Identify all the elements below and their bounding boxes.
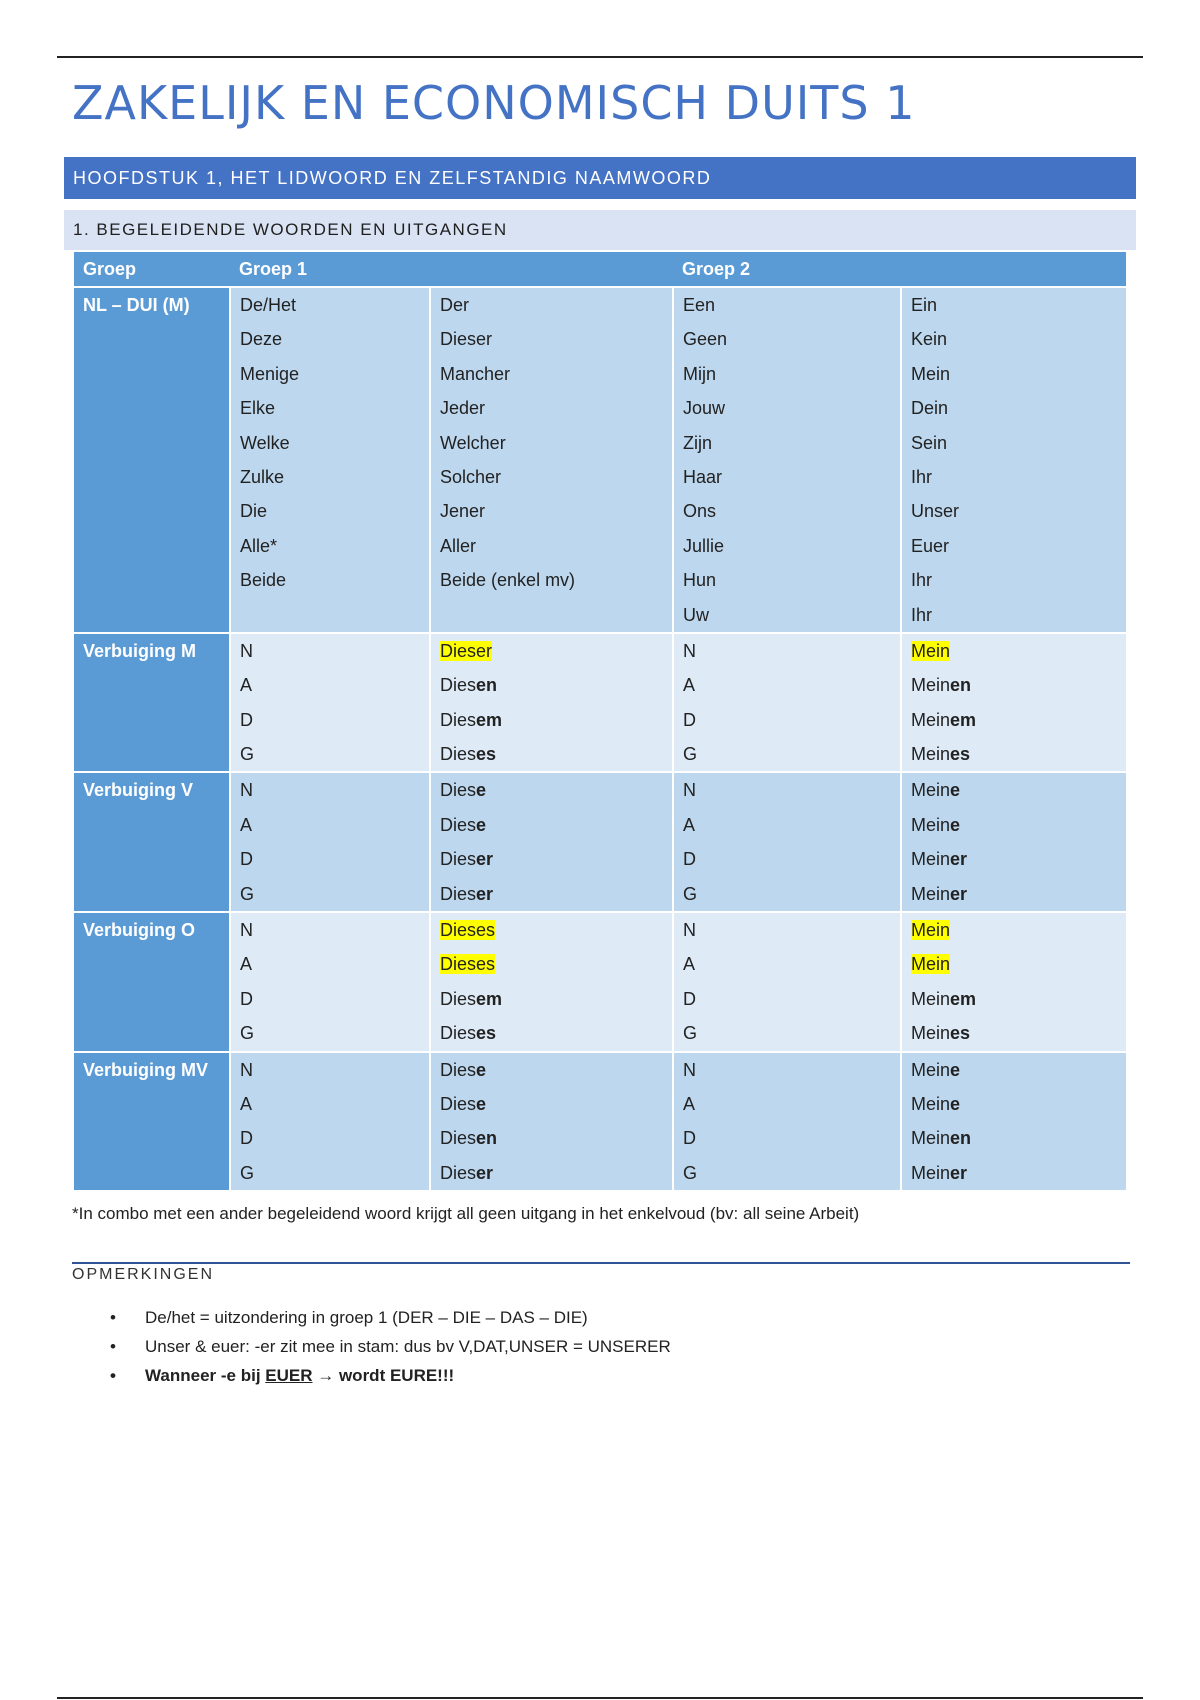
word-stem: Dies bbox=[440, 988, 477, 1009]
case-cell: A bbox=[230, 1087, 430, 1121]
word-stem: Mein bbox=[911, 640, 951, 661]
case-cell: G bbox=[230, 877, 430, 912]
case-cell: G bbox=[673, 737, 901, 772]
word-ending: es bbox=[476, 744, 497, 765]
table-cell bbox=[430, 598, 673, 633]
table-cell: Ihr bbox=[901, 598, 1126, 633]
heading-1: HOOFDSTUK 1, HET LIDWOORD EN ZELFSTANDIG NAAMWOORD bbox=[64, 157, 1136, 199]
table-cell: Unser bbox=[901, 494, 1126, 528]
bullet-icon: • bbox=[110, 1337, 116, 1356]
declension-table bbox=[74, 252, 1126, 1192]
bullet-icon: • bbox=[110, 1308, 116, 1327]
word-stem: Mein bbox=[911, 988, 951, 1009]
word-ending: es bbox=[950, 1023, 971, 1044]
word-ending: er bbox=[476, 849, 494, 870]
word-ending: en bbox=[476, 1128, 498, 1149]
word-ending: er bbox=[950, 1162, 968, 1183]
word-cell bbox=[430, 912, 673, 947]
word-ending: em bbox=[476, 988, 503, 1009]
word-cell bbox=[901, 772, 1126, 807]
word-ending: es bbox=[476, 954, 496, 975]
word-stem: Dies bbox=[440, 1093, 477, 1114]
case-cell: N bbox=[230, 912, 430, 947]
word-stem: Mein bbox=[911, 1023, 951, 1044]
word bbox=[911, 1060, 960, 1080]
word-ending: em bbox=[950, 709, 977, 730]
case-cell: D bbox=[230, 1121, 430, 1155]
table-row bbox=[74, 1016, 1126, 1051]
word-cell bbox=[430, 772, 673, 807]
case-cell: N bbox=[673, 912, 901, 947]
word-cell bbox=[901, 912, 1126, 947]
table-row bbox=[74, 460, 1126, 494]
word bbox=[911, 1163, 967, 1183]
word-stem: Mein bbox=[911, 1093, 951, 1114]
case-cell: G bbox=[673, 877, 901, 912]
word-cell bbox=[901, 1052, 1126, 1087]
word bbox=[440, 1060, 486, 1080]
table-cell: Beide bbox=[230, 563, 430, 597]
word-cell bbox=[430, 737, 673, 772]
word-cell bbox=[901, 877, 1126, 912]
table-row bbox=[74, 426, 1126, 460]
case-cell: A bbox=[673, 808, 901, 842]
list-item-text: Unser & euer: -er zit mee in stam: dus bv V,DAT,UNSER = UNSERER bbox=[145, 1337, 671, 1356]
table-row bbox=[74, 1121, 1126, 1155]
word bbox=[911, 1023, 970, 1043]
word-cell bbox=[901, 633, 1126, 668]
word-stem: Dies bbox=[440, 709, 477, 730]
word-cell bbox=[430, 947, 673, 981]
list-item-underlined: EUER bbox=[265, 1366, 313, 1385]
case-cell: A bbox=[673, 947, 901, 981]
word-cell bbox=[901, 668, 1126, 702]
table-cell: Deze bbox=[230, 322, 430, 356]
case-cell: D bbox=[673, 703, 901, 737]
word bbox=[440, 1163, 493, 1183]
table-cell: De/Het bbox=[230, 287, 430, 322]
word-ending: er bbox=[476, 1162, 494, 1183]
case-cell: A bbox=[230, 947, 430, 981]
case-cell: N bbox=[673, 633, 901, 668]
table-cell: Der bbox=[430, 287, 673, 322]
word-cell bbox=[430, 703, 673, 737]
word-ending: e bbox=[476, 780, 487, 801]
word bbox=[911, 989, 976, 1009]
group-label-m: Verbuiging M bbox=[74, 633, 230, 773]
word bbox=[911, 1128, 971, 1148]
word bbox=[440, 884, 493, 904]
table-header-row bbox=[74, 252, 1126, 287]
word bbox=[440, 1128, 497, 1148]
word-ending: es bbox=[476, 1023, 497, 1044]
table-row bbox=[74, 357, 1126, 391]
word-cell bbox=[901, 1087, 1126, 1121]
word-ending: e bbox=[476, 1059, 487, 1080]
word-ending: en bbox=[476, 675, 498, 696]
word-cell bbox=[430, 842, 673, 876]
word-stem: Dies bbox=[440, 920, 477, 941]
word-stem: Mein bbox=[911, 814, 951, 835]
table-cell: Ihr bbox=[901, 460, 1126, 494]
word-cell bbox=[430, 877, 673, 912]
bullet-icon: • bbox=[110, 1366, 116, 1385]
case-cell: N bbox=[230, 772, 430, 807]
word-stem: Dies bbox=[440, 814, 477, 835]
case-cell: N bbox=[230, 1052, 430, 1087]
word-stem: Mein bbox=[911, 744, 951, 765]
word-ending: e bbox=[950, 780, 961, 801]
case-cell: G bbox=[673, 1156, 901, 1191]
word-ending: em bbox=[476, 709, 503, 730]
word bbox=[911, 954, 950, 974]
table-cell: Ons bbox=[673, 494, 901, 528]
word bbox=[911, 884, 967, 904]
table-row bbox=[74, 1087, 1126, 1121]
table-cell: Alle* bbox=[230, 529, 430, 563]
table-row bbox=[74, 598, 1126, 633]
word bbox=[440, 1094, 486, 1114]
table-row bbox=[74, 1052, 1126, 1087]
word-stem: Mein bbox=[911, 675, 951, 696]
group-label-nl-dui: NL – DUI (M) bbox=[74, 287, 230, 633]
word-cell bbox=[430, 633, 673, 668]
word-stem: Dies bbox=[440, 640, 477, 661]
word bbox=[911, 710, 976, 730]
case-cell: N bbox=[230, 633, 430, 668]
group-label-o: Verbuiging O bbox=[74, 912, 230, 1052]
word-stem: Mein bbox=[911, 920, 951, 941]
word-cell bbox=[901, 1016, 1126, 1051]
table-row bbox=[74, 842, 1126, 876]
opmerkingen-list bbox=[100, 1303, 671, 1390]
word-cell bbox=[901, 703, 1126, 737]
list-item bbox=[100, 1361, 671, 1390]
top-rule bbox=[57, 56, 1143, 58]
table-cell: Uw bbox=[673, 598, 901, 633]
word-cell bbox=[430, 982, 673, 1016]
word bbox=[911, 920, 950, 940]
word-ending: e bbox=[950, 1093, 961, 1114]
word-ending: es bbox=[950, 744, 971, 765]
word bbox=[440, 849, 493, 869]
table-row bbox=[74, 322, 1126, 356]
table-cell: Ein bbox=[901, 287, 1126, 322]
word-cell bbox=[901, 947, 1126, 981]
case-cell: A bbox=[230, 668, 430, 702]
word-ending: er bbox=[476, 883, 494, 904]
table-cell: Een bbox=[673, 287, 901, 322]
table-row bbox=[74, 1156, 1126, 1191]
table-row bbox=[74, 633, 1126, 668]
word-cell bbox=[430, 668, 673, 702]
table-row bbox=[74, 982, 1126, 1016]
heading-2: 1. BEGELEIDENDE WOORDEN EN UITGANGEN bbox=[64, 210, 1136, 250]
word bbox=[911, 641, 950, 661]
word bbox=[440, 920, 495, 940]
list-item-text: De/het = uitzondering in groep 1 (DER – DIE – DAS – DIE) bbox=[145, 1308, 588, 1327]
word-ending: en bbox=[950, 1128, 972, 1149]
table-cell: Hun bbox=[673, 563, 901, 597]
case-cell: D bbox=[230, 842, 430, 876]
case-cell: G bbox=[230, 737, 430, 772]
table-cell: Elke bbox=[230, 391, 430, 425]
word bbox=[440, 780, 486, 800]
word-ending: em bbox=[950, 988, 977, 1009]
table-cell: Solcher bbox=[430, 460, 673, 494]
word-cell bbox=[430, 1052, 673, 1087]
word-stem: Dies bbox=[440, 780, 477, 801]
table-cell: Jouw bbox=[673, 391, 901, 425]
word-cell bbox=[430, 1156, 673, 1191]
word bbox=[440, 1023, 496, 1043]
table-cell: Jeder bbox=[430, 391, 673, 425]
word-stem: Mein bbox=[911, 780, 951, 801]
table-cell: Geen bbox=[673, 322, 901, 356]
table-cell: Ihr bbox=[901, 563, 1126, 597]
table-body bbox=[74, 287, 1126, 1191]
table-row bbox=[74, 772, 1126, 807]
header-groep-2: Groep 2 bbox=[673, 252, 1126, 287]
table-cell: Euer bbox=[901, 529, 1126, 563]
word-stem: Mein bbox=[911, 849, 951, 870]
table-cell: Dieser bbox=[430, 322, 673, 356]
table-row bbox=[74, 668, 1126, 702]
table-row bbox=[74, 391, 1126, 425]
word-ending: es bbox=[476, 920, 496, 941]
word-stem: Mein bbox=[911, 1162, 951, 1183]
group-label-v: Verbuiging V bbox=[74, 772, 230, 912]
word-ending: en bbox=[950, 675, 972, 696]
list-item-text-after: → wordt EURE!!! bbox=[312, 1366, 455, 1385]
table-row bbox=[74, 287, 1126, 322]
table-row bbox=[74, 877, 1126, 912]
word-ending: e bbox=[950, 1059, 961, 1080]
word bbox=[440, 989, 502, 1009]
word-ending: e bbox=[950, 814, 961, 835]
word bbox=[911, 744, 970, 764]
word-ending: er bbox=[950, 849, 968, 870]
word bbox=[911, 815, 960, 835]
case-cell: A bbox=[230, 808, 430, 842]
case-cell: D bbox=[673, 842, 901, 876]
header-groep: Groep bbox=[74, 252, 230, 287]
word-stem: Dies bbox=[440, 883, 477, 904]
word-stem: Dies bbox=[440, 675, 477, 696]
opmerkingen-rule bbox=[72, 1262, 1130, 1264]
word bbox=[911, 675, 971, 695]
table-cell: Menige bbox=[230, 357, 430, 391]
word-stem: Dies bbox=[440, 1162, 477, 1183]
word-cell bbox=[901, 808, 1126, 842]
word-cell bbox=[430, 1016, 673, 1051]
list-item bbox=[100, 1303, 671, 1332]
word-ending: er bbox=[950, 883, 968, 904]
case-cell: G bbox=[230, 1016, 430, 1051]
bottom-rule bbox=[57, 1697, 1143, 1699]
word-cell bbox=[430, 808, 673, 842]
word bbox=[440, 710, 502, 730]
case-cell: G bbox=[230, 1156, 430, 1191]
word-cell bbox=[430, 1121, 673, 1155]
word-stem: Mein bbox=[911, 883, 951, 904]
table-row bbox=[74, 947, 1126, 981]
table-row bbox=[74, 529, 1126, 563]
word-stem: Dies bbox=[440, 954, 477, 975]
table-cell bbox=[230, 598, 430, 633]
word bbox=[911, 849, 967, 869]
word-cell bbox=[901, 842, 1126, 876]
word-stem: Dies bbox=[440, 1128, 477, 1149]
word bbox=[440, 815, 486, 835]
word-stem: Dies bbox=[440, 1023, 477, 1044]
word-stem: Mein bbox=[911, 709, 951, 730]
word-cell bbox=[901, 737, 1126, 772]
word bbox=[440, 641, 492, 661]
case-cell: N bbox=[673, 1052, 901, 1087]
group-label-mv: Verbuiging MV bbox=[74, 1052, 230, 1192]
word-stem: Mein bbox=[911, 1059, 951, 1080]
table-cell: Kein bbox=[901, 322, 1126, 356]
table-cell: Dein bbox=[901, 391, 1126, 425]
case-cell: A bbox=[673, 1087, 901, 1121]
table-cell: Mancher bbox=[430, 357, 673, 391]
table-cell: Mein bbox=[901, 357, 1126, 391]
table-cell: Aller bbox=[430, 529, 673, 563]
word-ending: e bbox=[476, 814, 487, 835]
table-cell: Haar bbox=[673, 460, 901, 494]
word-cell bbox=[901, 982, 1126, 1016]
case-cell: D bbox=[230, 982, 430, 1016]
list-item bbox=[100, 1332, 671, 1361]
word bbox=[440, 675, 497, 695]
table-row bbox=[74, 808, 1126, 842]
case-cell: D bbox=[673, 982, 901, 1016]
table-row bbox=[74, 494, 1126, 528]
word-stem: Mein bbox=[911, 1128, 951, 1149]
document-title: ZAKELIJK EN ECONOMISCH DUITS 1 bbox=[72, 76, 916, 130]
word-cell bbox=[430, 1087, 673, 1121]
word-ending: e bbox=[476, 1093, 487, 1114]
footnote: *In combo met een ander begeleidend woord krijgt all geen uitgang in het enkelvoud (bv: all seine Arbeit) bbox=[72, 1204, 860, 1223]
table-cell: Sein bbox=[901, 426, 1126, 460]
table-cell: Zijn bbox=[673, 426, 901, 460]
case-cell: G bbox=[673, 1016, 901, 1051]
word-stem: Dies bbox=[440, 1059, 477, 1080]
word bbox=[911, 780, 960, 800]
word bbox=[911, 1094, 960, 1114]
case-cell: N bbox=[673, 772, 901, 807]
table-row bbox=[74, 737, 1126, 772]
word-ending: er bbox=[476, 640, 493, 661]
table-cell: Zulke bbox=[230, 460, 430, 494]
table-row bbox=[74, 563, 1126, 597]
word-cell bbox=[901, 1121, 1126, 1155]
word bbox=[440, 954, 495, 974]
table-cell: Mijn bbox=[673, 357, 901, 391]
word-stem: Dies bbox=[440, 849, 477, 870]
case-cell: D bbox=[230, 703, 430, 737]
word-stem: Mein bbox=[911, 954, 951, 975]
word-stem: Dies bbox=[440, 744, 477, 765]
table-cell: Welcher bbox=[430, 426, 673, 460]
list-item-text-before: Wanneer -e bij bbox=[145, 1366, 266, 1385]
case-cell: A bbox=[673, 668, 901, 702]
table-cell: Beide (enkel mv) bbox=[430, 563, 673, 597]
word-cell bbox=[901, 1156, 1126, 1191]
table-row bbox=[74, 912, 1126, 947]
table-cell: Jullie bbox=[673, 529, 901, 563]
header-groep-1: Groep 1 bbox=[230, 252, 673, 287]
table-cell: Die bbox=[230, 494, 430, 528]
table-cell: Welke bbox=[230, 426, 430, 460]
table-row bbox=[74, 703, 1126, 737]
word bbox=[440, 744, 496, 764]
case-cell: D bbox=[673, 1121, 901, 1155]
opmerkingen-title: OPMERKINGEN bbox=[72, 1266, 215, 1283]
table-cell: Jener bbox=[430, 494, 673, 528]
